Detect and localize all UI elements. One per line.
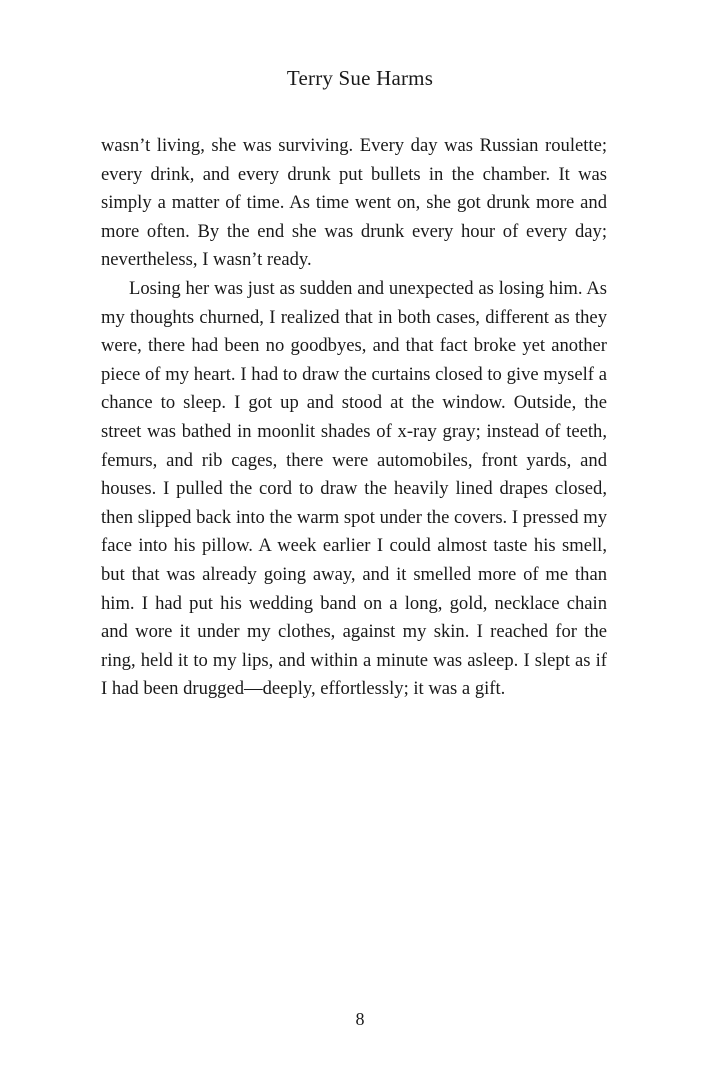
paragraph: Losing her was just as sudden and unexpected as losing him. As my thoughts churned, I realized that in both cases, different as they were, there had been no goodbyes, and that fact broke yet another piece of my heart. I had to draw the curtains closed to give myself a chance to sleep. I got up and stood at the window. Outside, the street was bathed in moonlit shades of x-ray gray; instead of teeth, femurs, and rib cages, there were automobiles, front yards, and houses. I pulled the cord to draw the heavily lined drapes closed, then slipped back into the warm spot under the covers. I pressed my face into his pillow. A week earlier I could almost taste his smell, but that was already going away, and it smelled more of me than him. I had put his wedding band on a long, gold, necklace chain and wore it under my clothes, against my skin. I reached for the ring, held it to my lips, and within a minute was asleep. I slept as if I had been drugged—deeply, effortlessly; it was a gift. [101, 277, 607, 700]
running-head-author: Terry Sue Harms [286, 66, 434, 90]
page-number: 8 [355, 1009, 365, 1029]
paragraph-continued: wasn’t living, she was surviving. Every day was Russian roulette; every drink, and every drunk put bullets in the chamber. It was simply a matter of time. As time went on, she got drunk more and more often. By the end she was drunk every hour of every day; nevertheless, I wasn’t ready. [101, 135, 607, 271]
body-text [101, 132, 607, 704]
